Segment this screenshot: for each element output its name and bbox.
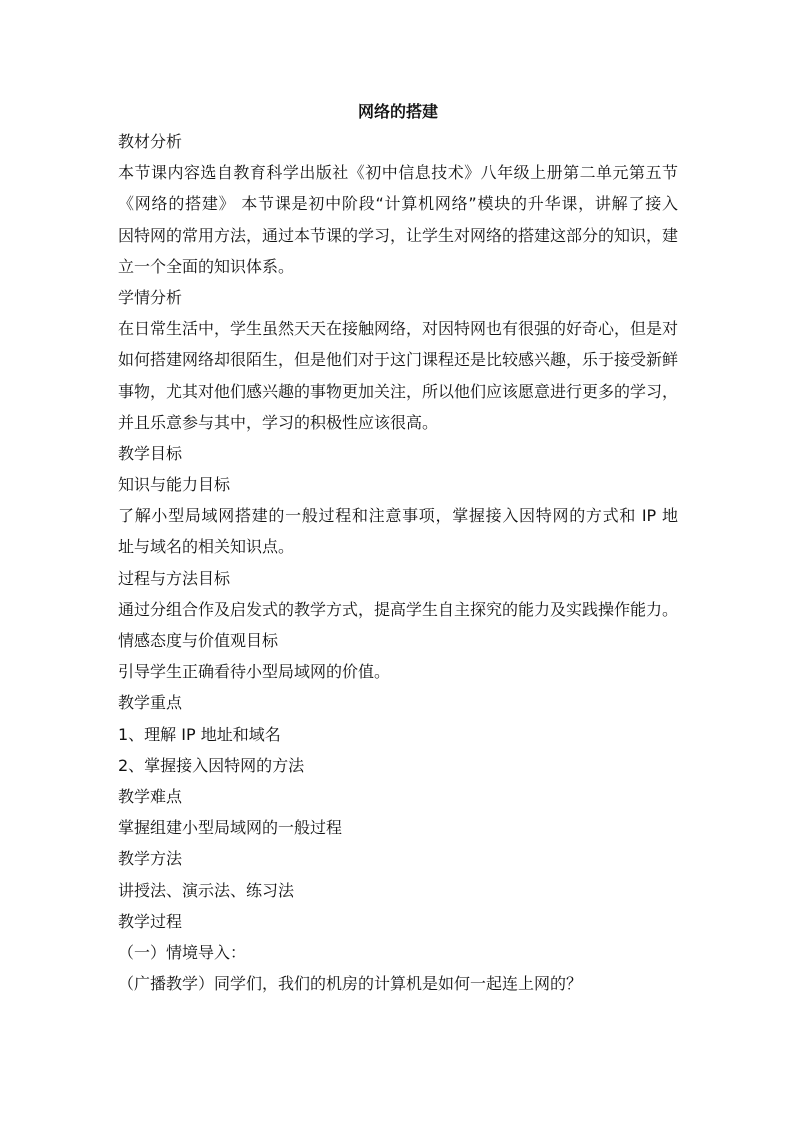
- document-title: 网络的搭建: [357, 102, 438, 121]
- section-heading-difficulties: 教学难点: [118, 786, 183, 806]
- paragraph-line: 在日常生活中，学生虽然天天在接触网络，对因特网也有很强的好奇心，但是对: [118, 319, 679, 339]
- paragraph-line: 并且乐意参与其中，学习的积极性应该很高。: [118, 412, 439, 432]
- document-page: [118, 98, 678, 999]
- paragraph-line: 事物，尤其对他们感兴趣的事物更加关注，所以他们应该愿意进行更多的学习，: [118, 381, 679, 401]
- paragraph-line: 通过分组合作及启发式的教学方式，提高学生自主探究的能力及实践操作能力。: [118, 599, 679, 619]
- paragraph-line: 了解小型局域网搭建的一般过程和注意事项，掌握接入因特网的方式和 IP 地: [118, 506, 678, 526]
- section-heading-teaching-goals: 教学目标: [118, 443, 183, 463]
- section-heading-teaching-methods: 教学方法: [118, 849, 183, 869]
- paragraph-line: 《网络的搭建》 本节课是初中阶段“计算机网络”模块的升华课，讲解了接入: [118, 194, 678, 214]
- paragraph-line: 因特网的常用方法，通过本节课的学习，让学生对网络的搭建这部分的知识，建: [118, 225, 679, 245]
- list-item: 2、掌握接入因特网的方法: [118, 755, 305, 775]
- paragraph-line: 讲授法、演示法、练习法: [118, 880, 295, 900]
- subheading-scenario-intro: （一）情境导入：: [118, 942, 247, 962]
- paragraph-line: 掌握组建小型局域网的一般过程: [118, 818, 343, 838]
- paragraph-line: 址与域名的相关知识点。: [118, 537, 295, 557]
- section-heading-student-analysis: 学情分析: [118, 287, 183, 307]
- paragraph-line: 如何搭建网络却很陌生，但是他们对于这门课程还是比较感兴趣，乐于接受新鲜: [118, 350, 679, 370]
- list-item: 1、理解 IP 地址和域名: [118, 724, 281, 744]
- paragraph-line: 引导学生正确看待小型局域网的价值。: [118, 662, 391, 682]
- section-heading-key-points: 教学重点: [118, 693, 183, 713]
- paragraph-line: （广播教学）同学们，我们的机房的计算机是如何一起连上网的？: [118, 974, 583, 994]
- paragraph-line: 立一个全面的知识体系。: [118, 256, 295, 276]
- subheading-emotion-values: 情感态度与价值观目标: [118, 631, 279, 650]
- subheading-process-method: 过程与方法目标: [118, 568, 231, 588]
- section-heading-teaching-process: 教学过程: [118, 911, 183, 931]
- section-heading-textbook-analysis: 教材分析: [118, 132, 183, 151]
- subheading-knowledge-ability: 知识与能力目标: [118, 475, 231, 495]
- paragraph-line: 本节课内容选自教育科学出版社《初中信息技术》八年级上册第二单元第五节: [118, 163, 678, 183]
